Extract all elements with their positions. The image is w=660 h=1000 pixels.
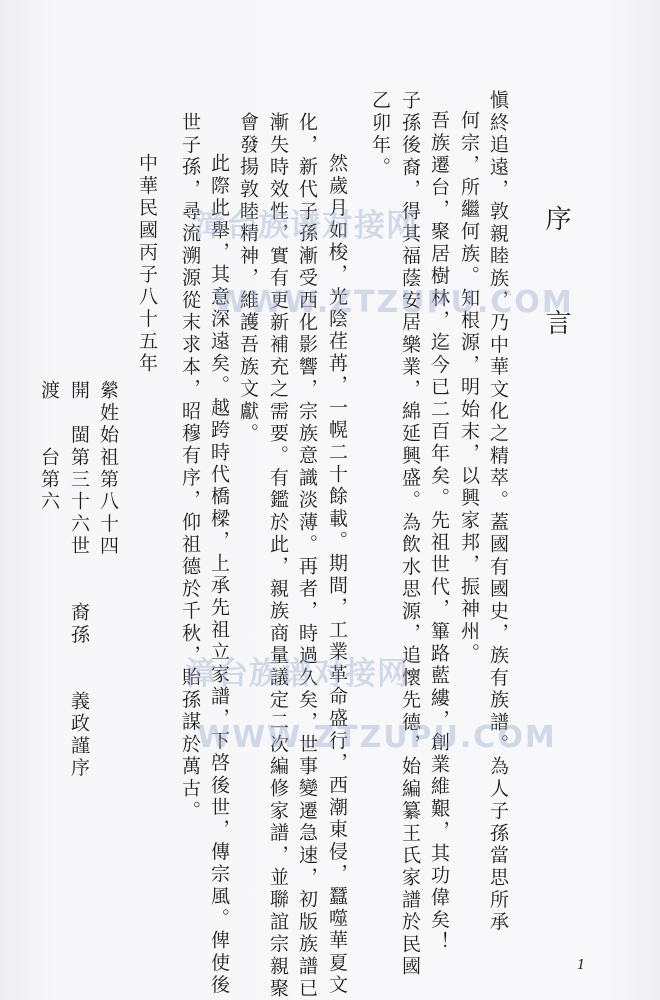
watermark-url: WWW.ZTZUPU.COM	[197, 720, 557, 755]
text-column-8: 漸失時效性，實有更新補充之需要。有鑑於此，親族商量議定二次編修家譜，並聯誼宗親聚	[267, 112, 289, 1000]
watermark-url: WWW.ZTZUPU.COM	[214, 285, 574, 320]
date-line: 中華民國丙子八十五年	[136, 153, 158, 375]
text-column-5: 乙卯年。	[369, 90, 391, 179]
text-column-3: 吾族遷台，聚居樹林，迄今已二百年矣。先祖世代，篳路藍縷，創業維艱，其功偉矣！	[428, 110, 450, 954]
text-column-11: 世子孫，尋流溯源從末求本，昭穆有序，仰祖德於千秋，貽孫謀於萬古。	[179, 112, 201, 823]
page-title: 序 言	[541, 205, 571, 361]
signature-line-3: 渡 台第六	[38, 380, 60, 514]
text-column-1: 愼終追遠，敦親睦族，乃中華文化之精萃。蓋國有國史，族有族譜。為人子孫當思所承	[487, 90, 509, 934]
text-column-2: 何宗，所繼何族。知根源，明始末，以興家邦，振神州。	[458, 110, 480, 665]
text-column-4: 子孫後裔，得其福蔭安居樂業，綿延興盛。為飲水思源，追懷先德，始編纂王氏家譜於民國	[399, 90, 421, 978]
text-column-6: 然歲月如梭，光陰荏苒，一幌二十餘載。期間，工業革命盛行，西潮東侵，蠶噬華夏文	[326, 153, 348, 997]
watermark-text: 漳台族谱对接网	[185, 656, 409, 692]
page-number: 1	[577, 958, 586, 973]
text-column-9: 會發揚敦睦精神，維護吾族文獻。	[237, 112, 259, 445]
text-column-10: 此際此舉，其意深遠矣。越跨時代橋樑，上承先祖立家譜，下啓後世，傳宗風。俾使後	[208, 153, 230, 997]
signature-line-1: 縈姓始祖第八十四	[97, 380, 119, 558]
signature-line-2: 開 閩第三十六世 裔孫 義政謹序	[68, 380, 90, 780]
text-column-7: 化，新代子孫漸受西化影響，宗族意識淡薄。再者，時過久矣，世事變遷急速，初版族譜已	[296, 112, 318, 1000]
watermark-text: 漳台族谱对接网	[194, 208, 418, 244]
